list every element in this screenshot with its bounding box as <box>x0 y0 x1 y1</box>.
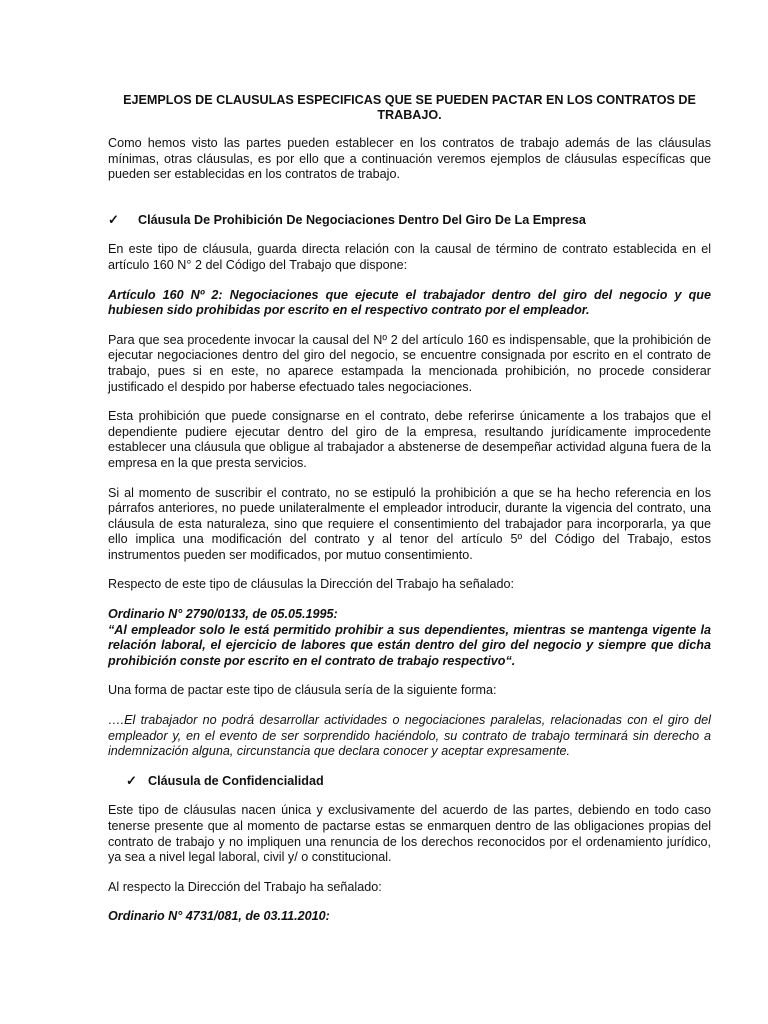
ordinario-quote: “Al empleador solo le está permitido prohibir a sus dependientes, mientras se mantenga vigente la relación laboral, el ejercicio de labores que están dentro del giro del negocio y siempre que dicha prohibición conste por escrito en el contrato de trabajo respectivo“. <box>108 622 711 668</box>
section1-heading-text: Cláusula De Prohibición De Negociaciones Dentro Del Giro De La Empresa <box>138 212 586 227</box>
section1-paragraph-6: Una forma de pactar este tipo de cláusula sería de la siguiente forma: <box>108 683 497 698</box>
intro-paragraph: Como hemos visto las partes pueden establecer en los contratos de trabajo además de las cláusulas mínimas, otras cláusulas, es por ello que a continuación veremos ejemplos de cláusulas específicas que pueden ser establecidas en los contratos de trabajo. <box>108 136 711 182</box>
clause-example: ….El trabajador no podrá desarrollar actividades o negociaciones paralelas, relacionadas con el giro del empleador y, en el evento de ser sorprendido haciéndolo, su contrato de trabajo terminará sin derecho a indemnización alguna, circunstancia que declara conocer y aceptar expresamente. <box>108 713 711 759</box>
section2-paragraph-1: Este tipo de cláusulas nacen única y exclusivamente del acuerdo de las partes, debiendo en todo caso tenerse presente que al momento de pactarse estas se enmarquen dentro de las obligaciones propias del contrato de trabajo y no impliquen una renuncia de los derechos reconocidos por el ordenamiento jurídico, ya sea a nivel legal laboral, civil y/ o constitucional. <box>108 803 711 865</box>
ordinario-reference-2: Ordinario N° 4731/081, de 03.11.2010: <box>108 909 330 924</box>
ordinario-reference: Ordinario N° 2790/0133, de 05.05.1995: <box>108 607 338 622</box>
section1-paragraph-4: Si al momento de suscribir el contrato, no se estipuló la prohibición a que se ha hecho referencia en los párrafos anteriores, no puede unilateralmente el empleador introducir, durante la vigencia del contrato, una cláusula de esta naturaleza, sino que requiere el consentimiento del trabajador para incorporarla, ya que ello implica una modificación del contrato y al tenor del artículo 5º del Código del Trabajo, estos instrumentos pueden ser modificados, por mutuo consentimiento. <box>108 485 711 562</box>
section1-heading <box>108 212 711 229</box>
section2-paragraph-2: Al respecto la Dirección del Trabajo ha señalado: <box>108 879 382 894</box>
section2-heading-text: Cláusula de Confidencialidad <box>148 773 324 788</box>
section1-paragraph-3: Esta prohibición que puede consignarse en el contrato, debe referirse únicamente a los trabajos que el dependiente pudiere ejecutar dentro del giro de la empresa, resultando jurídicamente improcedente establecer una cláusula que obligue al trabajador a abstenerse de desempeñar actividad alguna fuera de la empresa en la que presta servicios. <box>108 409 711 470</box>
document-title: EJEMPLOS DE CLAUSULAS ESPECIFICAS QUE SE PUEDEN PACTAR EN LOS CONTRATOS DE TRABAJO. <box>123 93 696 122</box>
section2-heading <box>108 773 711 790</box>
section1-paragraph-5: Respecto de este tipo de cláusulas la Dirección del Trabajo ha señalado: <box>108 577 515 592</box>
article-quote: Artículo 160 Nº 2: Negociaciones que ejecute el trabajador dentro del giro del negocio y que hubiesen sido prohibidas por escrito en el respectivo contrato por el empleador. <box>108 287 711 318</box>
checkmark-icon: ✓ <box>126 772 137 788</box>
checkmark-icon: ✓ <box>108 211 119 227</box>
document-body <box>108 93 711 925</box>
section1-paragraph-1: En este tipo de cláusula, guarda directa relación con la causal de término de contrato establecida en el artículo 160 N° 2 del Código del Trabajo que dispone: <box>108 242 711 272</box>
section1-paragraph-2: Para que sea procedente invocar la causal del Nº 2 del artículo 160 es indispensable, que la prohibición de ejecutar negociaciones dentro del giro del negocio, se encuentre consignada por escrito en el contrato de trabajo, pues si en este, no aparece estampada la mencionada prohibición, no procede considerar justificado el despido por haberse efectuado tales negociaciones. <box>108 332 711 394</box>
